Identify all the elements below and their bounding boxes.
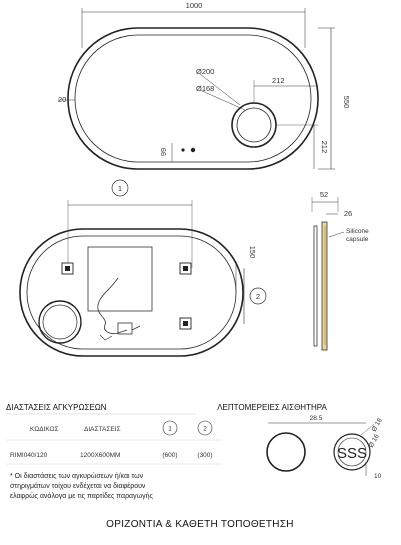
mount-magnifier-inner xyxy=(43,305,77,339)
mirror-inner-outline xyxy=(75,35,311,162)
table-note-2: στηριγμάτων τοίχου ενδέχεται να διαφέρουν xyxy=(10,483,146,490)
table-row-2: (300) xyxy=(197,452,213,459)
sensor-symbol: SSS xyxy=(336,445,368,462)
anchor-table xyxy=(6,403,222,500)
height-dim: 550 xyxy=(342,95,351,109)
sensor-dim: 99 xyxy=(159,147,168,157)
sensor-ring-left xyxy=(267,433,305,471)
driver-box xyxy=(88,247,152,311)
sensor-dot-right xyxy=(191,148,195,152)
mount-outer-outline xyxy=(20,229,243,356)
sensor-h-dim: 10 xyxy=(374,473,382,480)
silicone-label-2: capsule xyxy=(346,236,369,243)
diameter-outer: Ø200 xyxy=(196,67,215,76)
diameter-inner: Ø168 xyxy=(196,84,215,93)
table-col-1: 1 xyxy=(168,425,172,433)
footer-title: ΟΡΙΖΟΝΤΙΑ & ΚΑΘΕΤΗ ΤΟΠΟΘΕΤΗΣΗ xyxy=(106,519,294,530)
width-dim: 1000 xyxy=(185,1,203,10)
sensor-d2: Ø 16 xyxy=(367,433,381,449)
table-col-code: ΚΩΔΙΚΟΣ xyxy=(30,426,59,433)
edge-dim: 20 xyxy=(58,95,67,104)
table-row-dims: 1200X600MM xyxy=(80,452,121,459)
marker-1: 1 xyxy=(117,184,123,193)
marker-2: 2 xyxy=(255,292,261,301)
magnifier-outer xyxy=(232,103,276,147)
table-col-dims: ΔΙΑΣΤΑΣΕΙΣ xyxy=(84,426,121,433)
right-dim: 212 xyxy=(272,76,285,85)
side-view xyxy=(312,190,369,350)
mount-height-dim: 150 xyxy=(248,245,257,259)
mount-magnifier-outer xyxy=(39,301,81,343)
top-view xyxy=(58,1,351,169)
table-heading: ΔΙΑΣΤΑΣΕΙΣ ΑΓΚΥΡΩΣΕΩΝ xyxy=(6,403,107,412)
wiring xyxy=(98,278,127,334)
sensor-heading: ΛΕΠΤΟΜΕΡΕΙΕΣ ΑΙΣΘΗΤΗΡΑ xyxy=(217,403,327,412)
sensor-d1: Ø 18 xyxy=(370,417,384,433)
silicone-label-1: Silicone xyxy=(346,228,369,235)
profile-dim: 26 xyxy=(343,209,353,218)
anchor-bottom-right xyxy=(180,318,191,329)
anchor-top-left xyxy=(62,263,73,274)
side-panel-back xyxy=(314,226,317,346)
bottom-right-dim: 212 xyxy=(320,140,329,154)
table-note-3: ελαφρώς ανάλογα με τις παρτίδες παραγωγής xyxy=(10,493,153,500)
sensor-dot-left xyxy=(181,148,184,151)
sensor-detail xyxy=(217,403,384,480)
mount-view xyxy=(20,180,266,356)
depth-dim: 52 xyxy=(319,190,329,199)
magnifier-inner xyxy=(237,108,271,142)
table-row-1: (600) xyxy=(162,452,178,459)
anchor-top-right xyxy=(180,263,191,274)
table-note-1: * Οι διαστάσεις των αγκυρώσεων ή/και των xyxy=(10,473,144,480)
sensor-width-dim: 28.5 xyxy=(309,415,323,422)
mount-inner-outline xyxy=(27,236,236,349)
table-row-code: RIMI040/120 xyxy=(10,452,48,459)
table-col-2: 2 xyxy=(203,425,207,433)
